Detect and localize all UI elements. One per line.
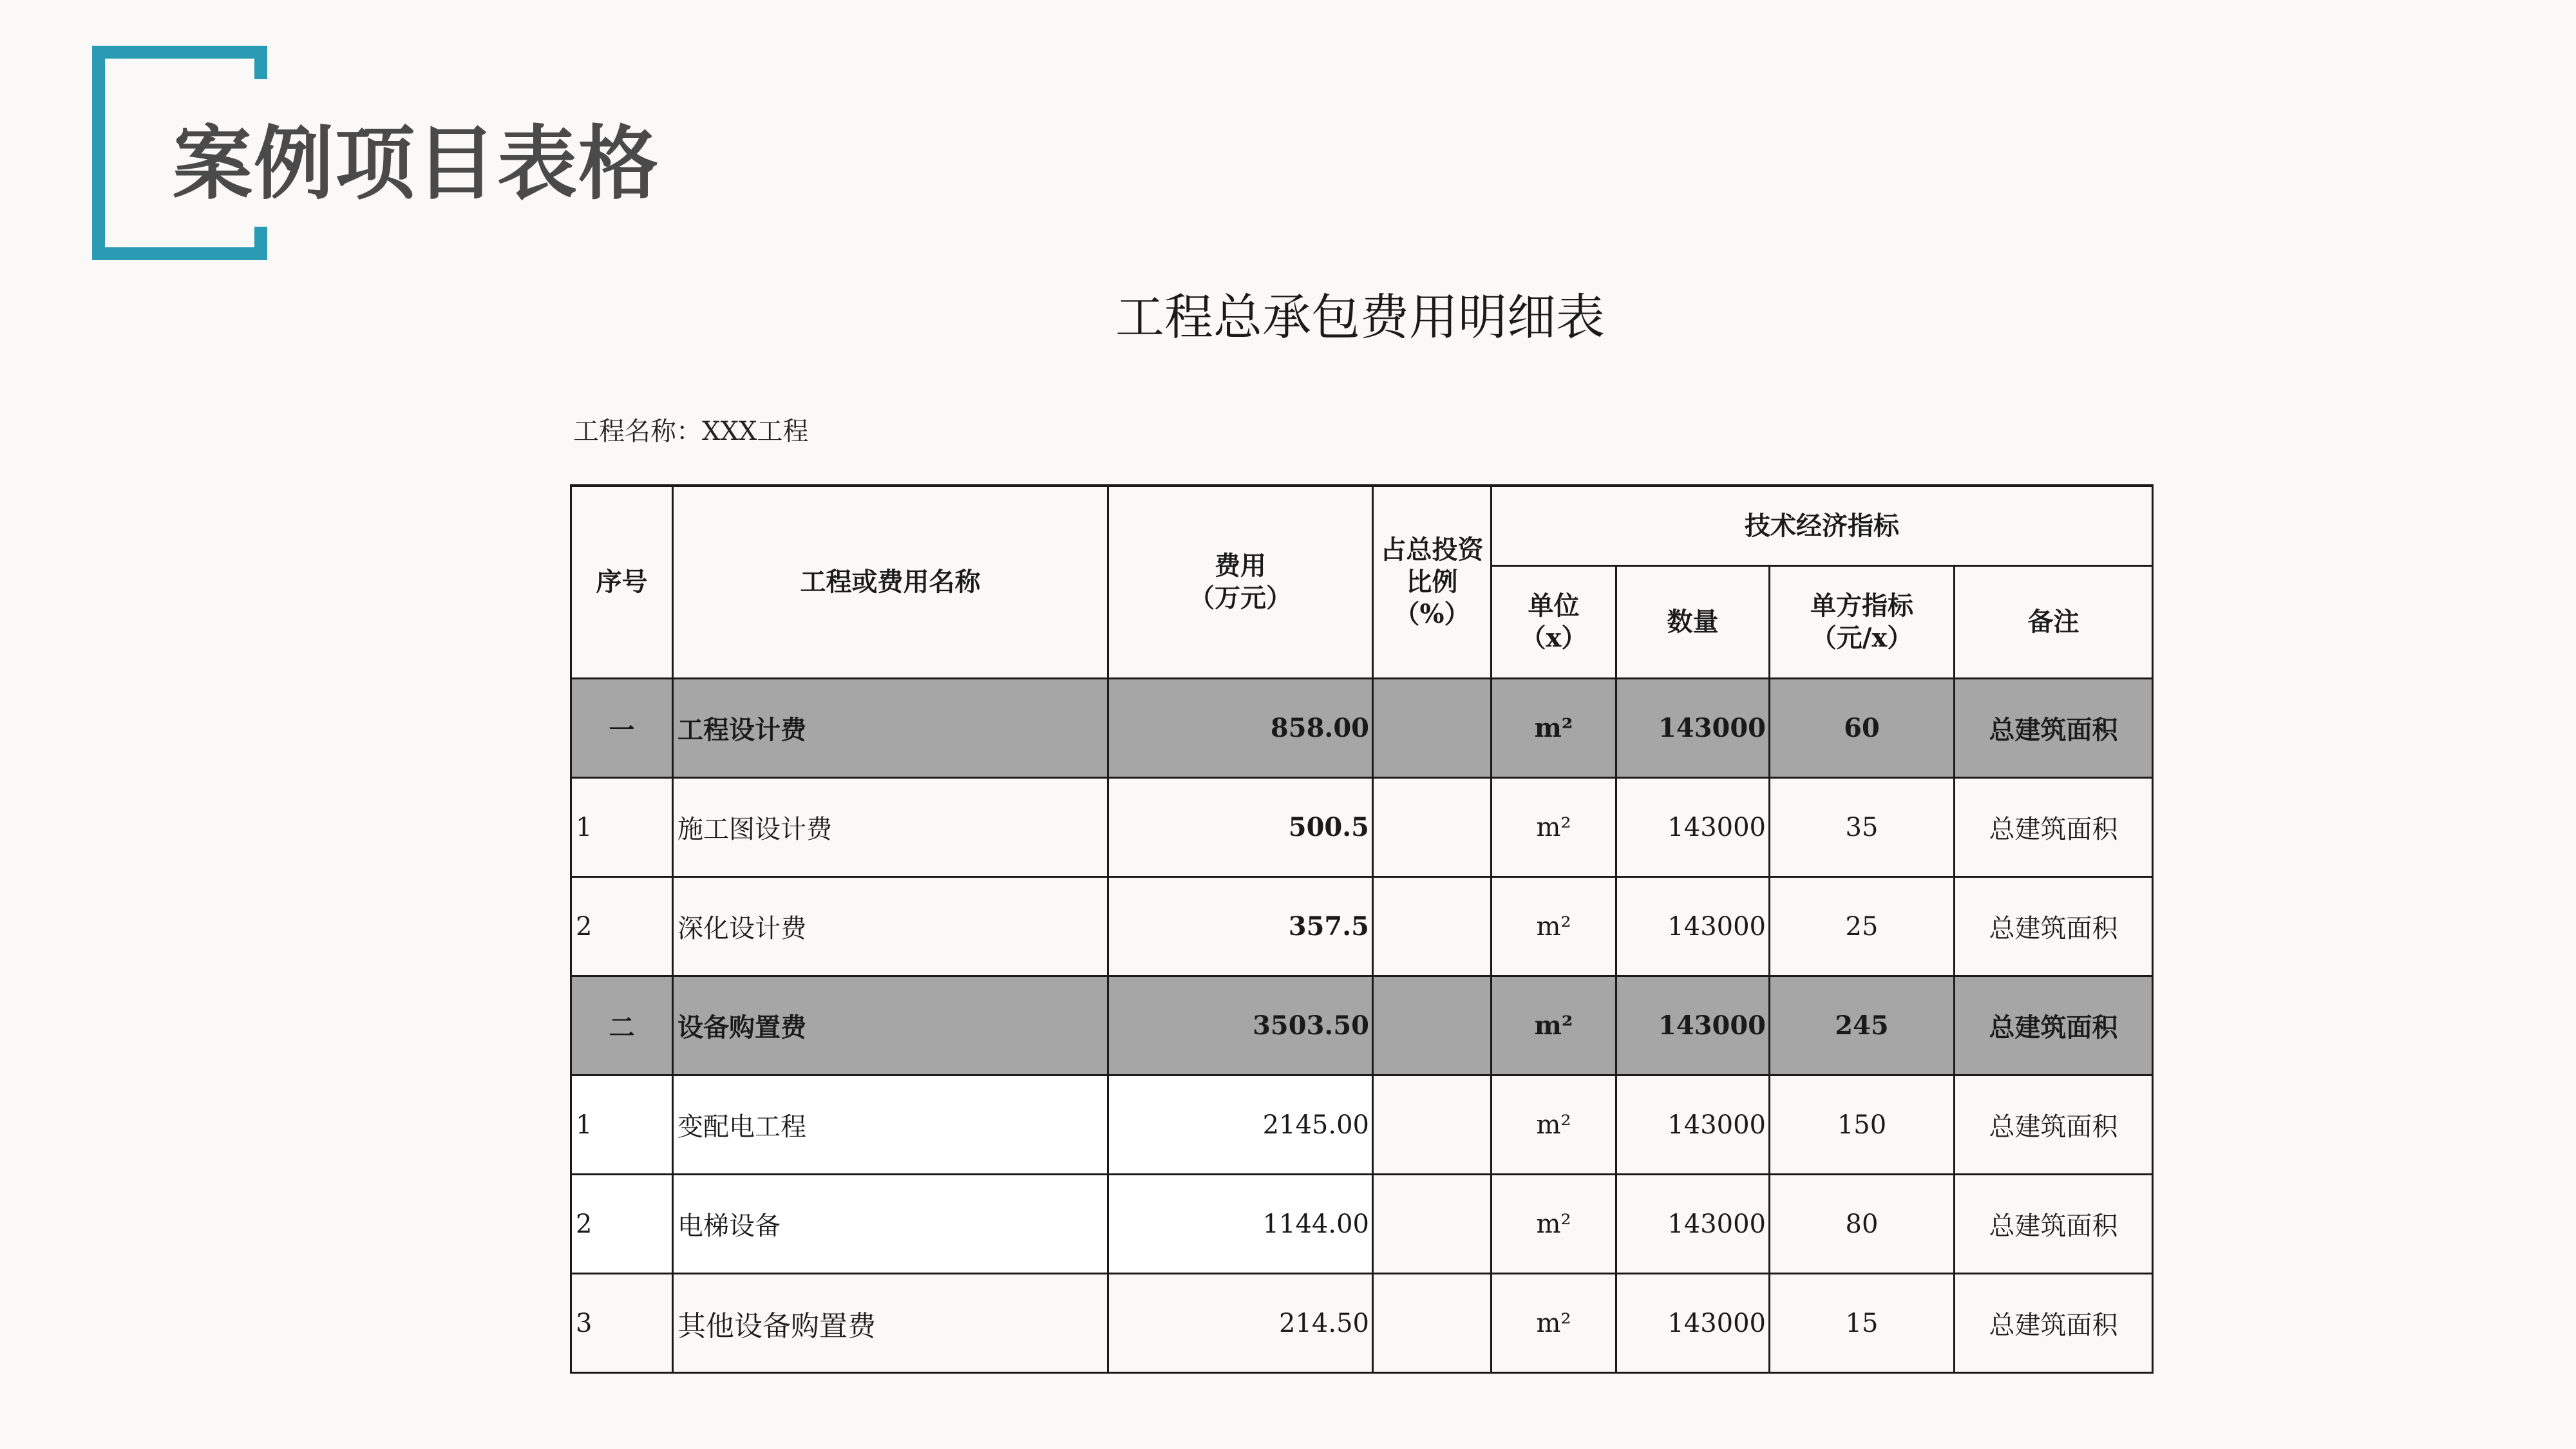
cell-qty: 143000 [1616, 877, 1770, 976]
header-name: 工程或费用名称 [673, 486, 1108, 679]
header-ratio-line3: （%） [1394, 599, 1470, 629]
cell-name: 变配电工程 [673, 1075, 1108, 1175]
header-index-line2: （元/x） [1810, 623, 1913, 653]
cell-remark: 总建筑面积 [1955, 1274, 2153, 1373]
table-row [571, 877, 2153, 976]
table-row [571, 1075, 2153, 1175]
cell-remark: 总建筑面积 [1955, 1075, 2153, 1175]
header-remark: 备注 [1955, 566, 2153, 679]
cell-qty: 143000 [1616, 976, 1770, 1075]
header-cost [1108, 486, 1373, 679]
table-title: 工程总承包费用明细表 [1115, 289, 1605, 346]
header-qty: 数量 [1616, 566, 1770, 679]
cell-unit: m² [1492, 976, 1616, 1075]
cell-remark: 总建筑面积 [1955, 1175, 2153, 1274]
cell-ratio [1373, 679, 1492, 778]
cell-seq: 二 [571, 976, 673, 1075]
header-seq: 序号 [571, 486, 673, 679]
cell-remark: 总建筑面积 [1955, 976, 2153, 1075]
cell-index: 150 [1770, 1075, 1955, 1175]
cell-unit: m² [1492, 1175, 1616, 1274]
table-row [571, 1175, 2153, 1274]
header-index [1770, 566, 1955, 679]
header-ratio-line1: 占总投资 [1380, 535, 1484, 565]
table-row [571, 1274, 2153, 1373]
header-tech: 技术经济指标 [1492, 486, 2153, 566]
cell-seq: 1 [571, 778, 673, 877]
cell-qty: 143000 [1616, 778, 1770, 877]
table-row-group [571, 976, 2153, 1075]
cell-qty: 143000 [1616, 1274, 1770, 1373]
cell-qty: 143000 [1616, 679, 1770, 778]
cell-cost: 214.50 [1108, 1274, 1373, 1373]
cell-name: 电梯设备 [673, 1175, 1108, 1274]
cell-qty: 143000 [1616, 1075, 1770, 1175]
header-cost-line1: 费用 [1215, 551, 1266, 581]
cell-index: 245 [1770, 976, 1955, 1075]
cost-detail-table [570, 484, 2154, 1374]
cell-name: 施工图设计费 [673, 778, 1108, 877]
project-name: 工程名称：XXX工程 [573, 417, 809, 446]
cell-seq: 2 [571, 1175, 673, 1274]
header-unit-line2: （x） [1520, 623, 1587, 653]
cell-unit: m² [1492, 1274, 1616, 1373]
cell-remark: 总建筑面积 [1955, 679, 2153, 778]
cell-seq: 1 [571, 1075, 673, 1175]
header-row-1 [571, 486, 2153, 566]
cell-cost: 500.5 [1108, 778, 1373, 877]
header-ratio [1373, 486, 1492, 679]
header-cost-line2: （万元） [1189, 583, 1292, 613]
header-index-line1: 单方指标 [1810, 591, 1913, 621]
cell-unit: m² [1492, 679, 1616, 778]
cell-ratio [1373, 1274, 1492, 1373]
cell-cost: 357.5 [1108, 877, 1373, 976]
cell-index: 60 [1770, 679, 1955, 778]
cell-remark: 总建筑面积 [1955, 778, 2153, 877]
cell-unit: m² [1492, 1075, 1616, 1175]
cell-seq: 一 [571, 679, 673, 778]
cell-cost: 3503.50 [1108, 976, 1373, 1075]
cell-index: 80 [1770, 1175, 1955, 1274]
cell-ratio [1373, 778, 1492, 877]
header-unit [1492, 566, 1616, 679]
cell-seq: 3 [571, 1274, 673, 1373]
cell-index: 35 [1770, 778, 1955, 877]
cell-unit: m² [1492, 877, 1616, 976]
cell-unit: m² [1492, 778, 1616, 877]
cell-name: 工程设计费 [673, 679, 1108, 778]
cell-cost: 858.00 [1108, 679, 1373, 778]
cell-ratio [1373, 877, 1492, 976]
cell-remark: 总建筑面积 [1955, 877, 2153, 976]
cell-ratio [1373, 1075, 1492, 1175]
cell-name: 其他设备购置费 [673, 1274, 1108, 1373]
cell-ratio [1373, 1175, 1492, 1274]
header-unit-line1: 单位 [1528, 591, 1580, 621]
cell-qty: 143000 [1616, 1175, 1770, 1274]
cell-cost: 1144.00 [1108, 1175, 1373, 1274]
cell-cost: 2145.00 [1108, 1075, 1373, 1175]
table-row [571, 778, 2153, 877]
cell-name: 设备购置费 [673, 976, 1108, 1075]
table-row-group [571, 679, 2153, 778]
cell-index: 25 [1770, 877, 1955, 976]
cell-index: 15 [1770, 1274, 1955, 1373]
cell-seq: 2 [571, 877, 673, 976]
slide-title: 案例项目表格 [173, 118, 660, 211]
cell-name: 深化设计费 [673, 877, 1108, 976]
cell-ratio [1373, 976, 1492, 1075]
header-ratio-line2: 比例 [1406, 567, 1458, 597]
